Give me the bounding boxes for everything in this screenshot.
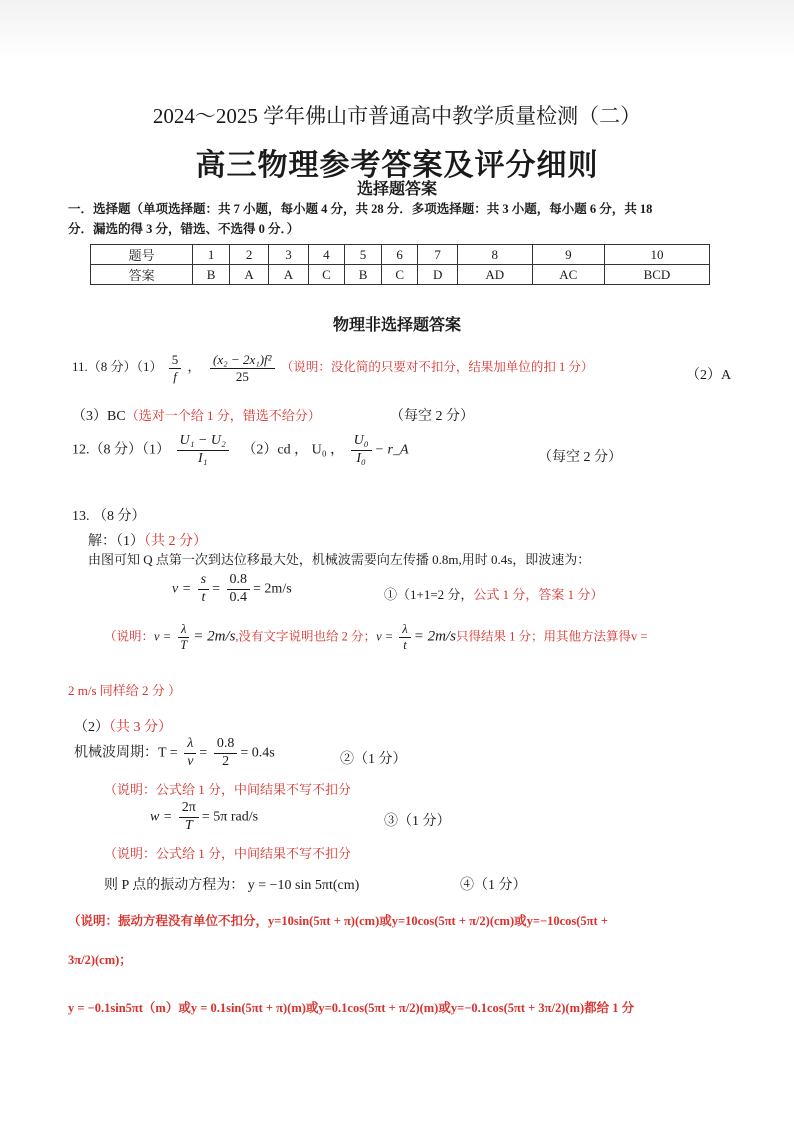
answer-table (90, 244, 710, 285)
question-number-cell: 6 (381, 245, 418, 265)
answer-cell: B (193, 265, 230, 285)
eq-lhs: v = (172, 581, 192, 597)
fraction (198, 572, 209, 607)
numerator: 2π (179, 800, 199, 818)
answer-cell: AD (457, 265, 532, 285)
q13-note1 (104, 622, 647, 653)
q13-mark3: ③（1 分） (384, 814, 451, 829)
question-number-cell: 3 (269, 245, 308, 265)
q13-note4c: y = −0.1sin5πt（m）或y = 0.1sin(5πt + π)(m)或y=0.1cos(5πt + π/2)(m)或y=−0.1cos(5πt + 3π/2)(m)都给 1 分 (68, 1001, 635, 1015)
numerator: (x₂ − 2x₁)f² (210, 352, 275, 369)
separator: ， (187, 359, 201, 375)
answer-cell: B (345, 265, 382, 285)
q11-line2 (72, 405, 321, 425)
numerator: 5 (169, 352, 182, 369)
page-title: 高三物理参考答案及评分细则 (195, 149, 599, 182)
denominator: I₁ (197, 450, 208, 466)
q13-text1: 由图可知 Q 点第一次到达位移最大处，机械波需要向左传播 0.8m,用时 0.4s，即波速为： (88, 552, 591, 567)
q11-part3-note: （选对一个给 1 分，错选不给分） (125, 408, 321, 423)
question-number-cell: 8 (457, 245, 532, 265)
fraction (214, 736, 238, 771)
q13-label: 13. （8 分） (72, 509, 146, 524)
equals: = (212, 581, 221, 597)
numerator: 0.8 (214, 736, 238, 754)
scan-top-shade (0, 0, 794, 60)
denominator: t (403, 638, 407, 652)
section-heading-free: 物理非选择题答案 (332, 317, 461, 334)
part-label: 解：（1） (88, 534, 144, 549)
question-number-cell: 10 (604, 245, 709, 265)
fraction (179, 800, 199, 835)
fraction (177, 622, 190, 653)
question-number-cell: 4 (308, 245, 345, 265)
numerator: λ (178, 622, 189, 638)
numerator: s (198, 572, 209, 590)
q12-line (72, 433, 409, 468)
answer-cell: D (418, 265, 457, 285)
answer-cell: A (229, 265, 268, 285)
fraction (210, 352, 275, 384)
eq-result: = 5π rad/s (201, 809, 259, 825)
fraction (177, 433, 229, 468)
q13-omega (150, 800, 258, 835)
section-heading-mc: 选择题答案 (356, 181, 437, 198)
eq: = 2m/s (413, 628, 456, 645)
question-number-cell: 1 (193, 245, 230, 265)
part-label: （2） (74, 720, 109, 735)
table-row-answers (91, 265, 710, 285)
fraction (351, 433, 372, 468)
q12-part2: （2）cd ， U₀ ， (242, 442, 345, 458)
mark-note: 公式 1 分，答案 1 分） (473, 587, 604, 602)
q11-each: （每空 2 分） (390, 409, 474, 424)
answer-cell: AC (532, 265, 604, 285)
q11-label: 11.（8 分）（1） (72, 359, 163, 375)
q13-note4a: （说明：振动方程没有单位不扣分，y=10sin(5πt + π)(cm)或y=10cos(5πt + π/2)(cm)或y=−10cos(5πt + (68, 914, 608, 928)
eq-result: = 2m/s (253, 581, 292, 597)
table-header-cell: 答案 (91, 265, 193, 285)
eq-result: = 0.4s (240, 745, 275, 761)
q13-part2 (74, 716, 172, 736)
q13-mark2: ②（1 分） (340, 752, 407, 767)
fraction (399, 622, 410, 653)
part-points: （共 2 分） (144, 534, 207, 549)
denominator: T (180, 638, 188, 652)
denominator: T (184, 817, 193, 833)
q13-eqP: 则 P 点的振动方程为： y = −10 sin 5πt(cm) (104, 878, 360, 893)
q13-note4b: 3π/2)(cm)； (68, 953, 132, 967)
eq-lhs: w = (150, 809, 173, 825)
fraction (227, 572, 251, 607)
denominator: 0.4 (229, 589, 248, 605)
mark: ①（1+1=2 分， (384, 587, 474, 602)
eq: v = (376, 629, 394, 644)
answer-cell: A (269, 265, 308, 285)
answer-cell: C (381, 265, 418, 285)
question-number-cell: 7 (418, 245, 457, 265)
q13-note1-cont: 2 m/s 同样给 2 分 ） (68, 683, 182, 698)
mc-intro-2: 分．漏选的得 3 分，错选、不选得 0 分．） (68, 222, 300, 236)
q12-label: 12.（8 分）（1） (72, 442, 170, 458)
denominator: f (173, 368, 177, 384)
numerator: U₀ (351, 433, 372, 451)
answer-cell: BCD (604, 265, 709, 285)
denominator: 25 (235, 368, 249, 384)
q11-note: （说明：没化简的只要对不扣分，结果加单位的扣 1 分） (280, 360, 594, 375)
mc-intro-1: 一．选择题（单项选择题：共 7 小题，每小题 4 分，共 28 分．多项选择题：共 3 小题，每小题 6 分，共 18 (68, 202, 653, 216)
eq-lhs: 机械波周期：T = (74, 745, 178, 761)
q13-period: 机械波周期：T = $\frac{\lambda}{v}$ = $\frac{0.8}{2}$ = 0.4s (74, 736, 275, 769)
eq: = 2m/s (193, 628, 236, 645)
q11-line1 (72, 352, 593, 384)
question-number-cell: 5 (345, 245, 382, 265)
part-points: （共 3 分） (109, 720, 172, 735)
q13-note2: （说明：公式给 1 分，中间结果不写不扣分 (104, 782, 352, 797)
table-row-questions (91, 245, 710, 265)
fraction (169, 352, 182, 384)
q12-tail: − r_A (374, 442, 409, 458)
q13-mark1 (384, 584, 603, 603)
numerator: 0.8 (227, 572, 251, 590)
q13-part1 (88, 530, 207, 550)
numerator: U₁ − U₂ (177, 433, 229, 451)
q13-mark4: ④（1 分） (460, 878, 527, 893)
q13-note3: （说明：公式给 1 分，中间结果不写不扣分 (104, 846, 352, 861)
table-header-cell: 题号 (91, 245, 193, 265)
numerator: λ (184, 736, 196, 754)
numerator: λ (399, 622, 410, 638)
question-number-cell: 9 (532, 245, 604, 265)
note-text: ,没有文字说明也给 2 分； (235, 629, 377, 644)
eq: v = (154, 629, 172, 644)
answer-cell: C (308, 265, 345, 285)
q12-each: （每空 2 分） (538, 450, 622, 465)
denominator: v (187, 753, 194, 769)
note-text: 只得结果 1 分；用其他方法算得v = (455, 629, 648, 644)
question-number-cell: 2 (229, 245, 268, 265)
note-text: （说明： (104, 629, 155, 644)
denominator: I₀ (356, 450, 366, 466)
fraction (184, 736, 196, 771)
denominator: 2 (222, 753, 230, 769)
q13-eq1 (172, 572, 292, 607)
q11-part3: （3）BC (72, 409, 126, 424)
denominator: t (201, 589, 206, 605)
q11-part2: （2）A (686, 368, 732, 383)
exam-title: 2024～2025 学年佛山市普通高中教学质量检测（二） (152, 104, 642, 128)
